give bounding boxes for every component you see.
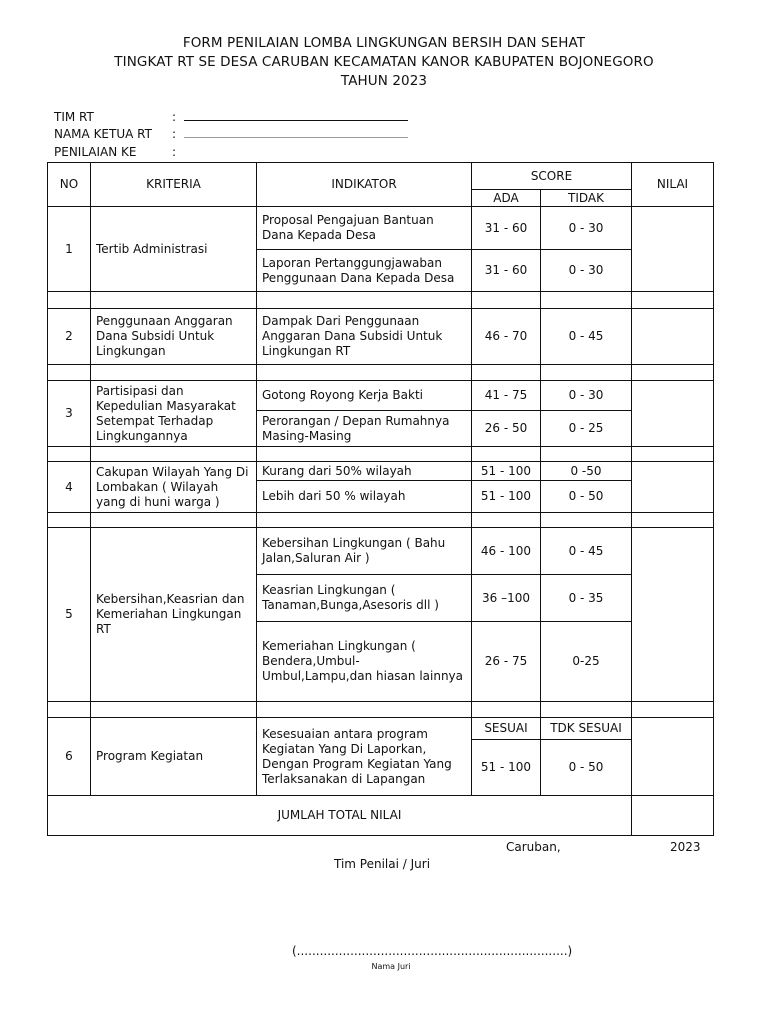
row-no: 2 — [48, 309, 91, 365]
score-ada: 51 - 100 — [472, 481, 541, 513]
row-indikator: Laporan Pertanggungjawaban Penggunaan Dana Kepada Desa — [257, 250, 472, 292]
tim-rt-field[interactable] — [184, 120, 408, 121]
row-no: 3 — [48, 381, 91, 447]
score-ada: 46 - 100 — [472, 528, 541, 575]
nilai-cell[interactable] — [632, 381, 714, 447]
footer-team: Tim Penilai / Juri — [334, 857, 431, 871]
nilai-cell[interactable] — [632, 309, 714, 365]
score-tidak: 0 - 25 — [541, 411, 632, 447]
row-no: 6 — [48, 718, 91, 796]
row-kriteria: Tertib Administrasi — [91, 207, 257, 292]
row-indikator: Gotong Royong Kerja Bakti — [257, 381, 472, 411]
sesuai-label: SESUAI — [472, 718, 541, 740]
score-tidak: 0 - 50 — [541, 481, 632, 513]
nilai-cell[interactable] — [632, 528, 714, 702]
meta-nama-ketua: NAMA KETUA RT : — [54, 127, 184, 142]
score-ada: 31 - 60 — [472, 250, 541, 292]
tdk-sesuai-label: TDK SESUAI — [541, 718, 632, 740]
nama-ketua-field[interactable] — [184, 137, 408, 138]
score-ada: 26 - 75 — [472, 622, 541, 702]
signature-line[interactable]: (.......................................................................) — [292, 944, 573, 958]
header-score: SCORE — [472, 163, 632, 190]
spacer-row — [48, 365, 714, 381]
spacer-row — [48, 292, 714, 309]
row-indikator: Kurang dari 50% wilayah — [257, 462, 472, 481]
spacer-row — [48, 702, 714, 718]
table-row — [48, 381, 714, 411]
score-ada: 46 - 70 — [472, 309, 541, 365]
score-tidak: 0 - 30 — [541, 381, 632, 411]
score-tidak: 0 - 35 — [541, 575, 632, 622]
score-ada: 36 –100 — [472, 575, 541, 622]
penilaian-ke-label: PENILAIAN KE — [54, 145, 137, 159]
header-tidak: TIDAK — [541, 190, 632, 207]
row-no: 5 — [48, 528, 91, 702]
score-ada: 51 - 100 — [472, 462, 541, 481]
table-row — [48, 309, 714, 365]
row-indikator: Keasrian Lingkungan ( Tanaman,Bunga,Asesoris dll ) — [257, 575, 472, 622]
nilai-cell[interactable] — [632, 207, 714, 292]
score-tidak: 0 - 30 — [541, 250, 632, 292]
score-tidak: 0 - 45 — [541, 309, 632, 365]
total-row — [48, 796, 714, 836]
row-kriteria: Partisipasi dan Kepedulian Masyarakat Setempat Terhadap Lingkungannya — [91, 381, 257, 447]
tim-rt-label: TIM RT — [54, 110, 94, 124]
row-indikator: Lebih dari 50 % wilayah — [257, 481, 472, 513]
total-label: JUMLAH TOTAL NILAI — [48, 796, 632, 836]
score-ada: 41 - 75 — [472, 381, 541, 411]
header-kriteria: KRITERIA — [91, 163, 257, 207]
table-row — [48, 207, 714, 250]
row-kriteria: Program Kegiatan — [91, 718, 257, 796]
nilai-cell[interactable] — [632, 462, 714, 513]
row-kriteria: Kebersihan,Keasrian dan Kemeriahan Lingkungan RT — [91, 528, 257, 702]
form-header — [0, 34, 768, 91]
row-indikator: Kemeriahan Lingkungan ( Bendera,Umbul-Umbul,Lampu,dan hiasan lainnya — [257, 622, 472, 702]
score-tidak: 0-25 — [541, 622, 632, 702]
meta-penilaian-ke: PENILAIAN KE : — [54, 145, 177, 159]
score-ada: 26 - 50 — [472, 411, 541, 447]
row-no: 4 — [48, 462, 91, 513]
row-indikator: Kesesuaian antara program Kegiatan Yang Di Laporkan, Dengan Program Kegiatan Yang Terlaksanakan di Lapangan — [257, 718, 472, 796]
meta-tim-rt: TIM RT : — [54, 110, 184, 125]
header-nilai: NILAI — [632, 163, 714, 207]
form-year: TAHUN 2023 — [340, 73, 428, 89]
row-indikator: Kebersihan Lingkungan ( Bahu Jalan,Saluran Air ) — [257, 528, 472, 575]
form-subtitle: TINGKAT RT SE DESA CARUBAN KECAMATAN KANOR KABUPATEN BOJONEGORO — [114, 54, 654, 70]
nilai-cell[interactable] — [632, 718, 714, 796]
nama-ketua-label: NAMA KETUA RT — [54, 127, 152, 141]
table-row — [48, 528, 714, 575]
spacer-row — [48, 447, 714, 462]
spacer-row — [48, 513, 714, 528]
row-no: 1 — [48, 207, 91, 292]
footer-year: 2023 — [670, 840, 701, 854]
assessment-table — [47, 162, 714, 836]
row-indikator: Proposal Pengajuan Bantuan Dana Kepada Desa — [257, 207, 472, 250]
signature-name: Nama Juri — [371, 962, 411, 971]
header-ada: ADA — [472, 190, 541, 207]
header-indikator: INDIKATOR — [257, 163, 472, 207]
score-tidak: 0 - 45 — [541, 528, 632, 575]
score-ada: 51 - 100 — [472, 740, 541, 796]
score-ada: 31 - 60 — [472, 207, 541, 250]
row-indikator: Dampak Dari Penggunaan Anggaran Dana Subsidi Untuk Lingkungan RT — [257, 309, 472, 365]
header-no: NO — [48, 163, 91, 207]
total-nilai-cell[interactable] — [632, 796, 714, 836]
score-tidak: 0 -50 — [541, 462, 632, 481]
score-tidak: 0 - 50 — [541, 740, 632, 796]
row-indikator: Perorangan / Depan Rumahnya Masing-Masing — [257, 411, 472, 447]
table-row — [48, 462, 714, 481]
footer-place: Caruban, — [506, 840, 561, 854]
row-kriteria: Cakupan Wilayah Yang Di Lombakan ( Wilayah yang di huni warga ) — [91, 462, 257, 513]
form-title: FORM PENILAIAN LOMBA LINGKUNGAN BERSIH DAN SEHAT — [182, 35, 586, 51]
table-row — [48, 718, 714, 740]
score-tidak: 0 - 30 — [541, 207, 632, 250]
row-kriteria: Penggunaan Anggaran Dana Subsidi Untuk Lingkungan — [91, 309, 257, 365]
